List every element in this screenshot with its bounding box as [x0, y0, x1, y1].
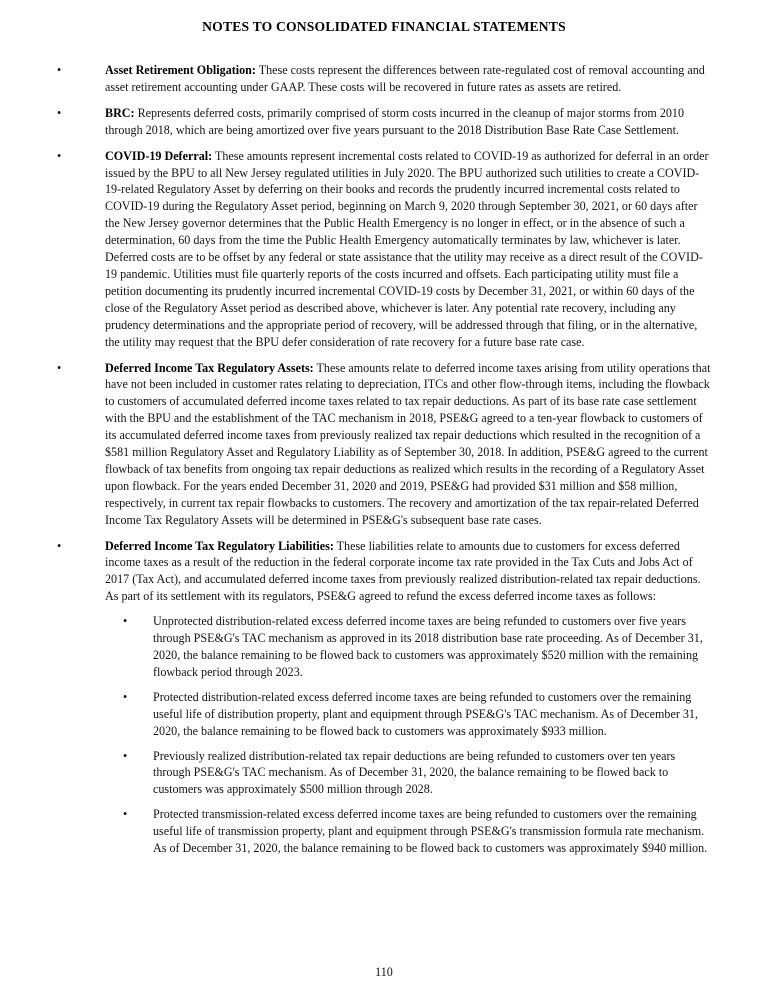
list-item: [57, 538, 713, 857]
sub-bullet-text: Protected distribution-related excess deferred income taxes are being refunded to customers over the remaining useful life of distribution property, plant and equipment through PSE&G's TAC mechanism. As of December 31, 2020, the balance remaining to be flowed back to customers was approximately $933 million.: [153, 689, 699, 738]
sub-list-item: [123, 613, 713, 681]
sub-bullet-text: Unprotected distribution-related excess deferred income taxes are being refunded to customers over five years through PSE&G's TAC mechanism as approved in its 2018 distribution base rate proceeding. As of December 31, 2020, the balance remaining to be flowed back to customers was approximately $520 million with the remaining flowback period through 2023.: [153, 614, 703, 679]
bullet-body: [105, 62, 713, 96]
bullet-icon: •: [57, 538, 62, 553]
bullet-text: These amounts relate to deferred income taxes arising from utility operations that have not been included in customer rates relating to depreciation, ITCs and other flow-through items, including the flowback to customers of accumulated deferred income taxes related to tax repair deductions. As part of its base rate case settlement with the BPU and the establishment of the TAC mechanism in 2018, PSE&G agreed to a ten-year flowback to customers of its accumulated deferred income taxes from previously realized tax repair deductions which resulted in the recognition of a $581 million Regulatory Asset and Regulatory Liability as of September 30, 2018. In addition, PSE&G agreed to the current flowback of tax benefits from ongoing tax repair deductions as realized which results in the recording of a Regulatory Asset upon flowback. For the years ended December 31, 2020 and 2019, PSE&G had provided $31 million and $58 million, respectively, in current tax repair flowbacks to customers. The recovery and amortization of the tax repair-related Deferred Income Tax Regulatory Assets will be determined in PSE&G's subsequent base rate cases.: [105, 360, 711, 527]
list-item: [57, 360, 713, 529]
bullet-lead: Deferred Income Tax Regulatory Liabilities:: [105, 538, 334, 553]
bullet-icon: •: [123, 748, 128, 763]
bullet-list: [0, 62, 768, 857]
sub-list-item: [123, 689, 713, 740]
bullet-icon: •: [57, 360, 62, 375]
bullet-body: [105, 360, 713, 529]
bullet-text: Represents deferred costs, primarily comprised of storm costs incurred in the cleanup of major storms from 2010 through 2018, which are being amortized over five years pursuant to the 2018 Distribution Base Rate Case Settlement.: [105, 105, 685, 137]
sub-list-item: [123, 806, 713, 857]
bullet-icon: •: [123, 807, 128, 822]
list-item: [57, 148, 713, 351]
page-number: 110: [375, 965, 393, 979]
bullet-lead: BRC:: [105, 105, 135, 120]
bullet-icon: •: [123, 689, 128, 704]
bullet-lead: COVID-19 Deferral:: [105, 148, 213, 163]
bullet-body: [105, 148, 713, 351]
page-title: NOTES TO CONSOLIDATED FINANCIAL STATEMENTS: [202, 19, 566, 34]
list-item: [57, 62, 713, 96]
bullet-icon: •: [57, 105, 62, 120]
sub-bullet-list: [123, 613, 713, 857]
bullet-text: These liabilities relate to amounts due to customers for excess deferred income taxes as a result of the reduction in the federal corporate income tax rate provided in the Tax Cuts and Jobs Act of 2017 (Tax Act), and accumulated deferred income taxes from previously realized distribution-related tax repair deductions. As part of its settlement with its regulators, PSE&G agreed to refund the excess deferred income taxes as follows:: [105, 538, 701, 604]
bullet-paragraph: [105, 538, 713, 606]
bullet-text: These costs represent the differences between rate-regulated cost of removal accounting and asset retirement accounting under GAAP. These costs will be recovered in future rates as assets are retired.: [105, 63, 705, 94]
sub-bullet-text: Protected transmission-related excess deferred income taxes are being refunded to customers over the remaining useful life of transmission property, plant and equipment through PSE&G's transmission formula rate mechanism. As of December 31, 2020, the balance remaining to be flowed back to customers was approximately $940 million.: [153, 807, 708, 856]
bullet-lead: Asset Retirement Obligation:: [105, 63, 256, 77]
bullet-lead: Deferred Income Tax Regulatory Assets:: [105, 360, 314, 375]
bullet-icon: •: [57, 148, 62, 163]
list-item: [57, 105, 713, 139]
bullet-icon: •: [57, 63, 62, 77]
sub-list-item: [123, 748, 713, 799]
sub-bullet-text: Previously realized distribution-related tax repair deductions are being refunded to customers over ten years through PSE&G's TAC mechanism. As of December 31, 2020, the balance remaining to be flowed back to customers was approximately $500 million through 2028.: [153, 748, 676, 797]
bullet-body: [105, 538, 713, 857]
bullet-text: These amounts represent incremental costs related to COVID-19 as authorized for deferral in an order issued by the BPU to all New Jersey regulated utilities in July 2020. The BPU authorized such utilities to create a COVID-19-related Regulatory Asset by deferring on their books and records the prudently incurred incremental costs related to COVID-19 during the Regulatory Asset period, beginning on March 9, 2020 through September 30, 2021, or 60 days after the New Jersey governor determines that the Public Health Emergency is no longer in effect, or in the absence of such a determination, 60 days from the time the Public Health Emergency automatically terminates by law, whichever is later. Deferred costs are to be offset by any federal or state assistance that the utility may receive as a direct result of the COVID-19 pandemic. Utilities must file quarterly reports of the costs incurred and offsets. Each participating utility must file a petition documenting its prudently incurred incremental COVID-19 costs by December 31, 2021, or within 60 days of the close of the Regulatory Asset period as described above, whichever is later. Any potential rate recovery, including any prudency determinations and the appropriate period of recovery, will be addressed through that filing, or in the alternative, the utility may request that the BPU defer consideration of rate recovery for a future base rate case.: [105, 148, 709, 349]
bullet-body: [105, 105, 713, 139]
bullet-icon: •: [123, 614, 128, 629]
